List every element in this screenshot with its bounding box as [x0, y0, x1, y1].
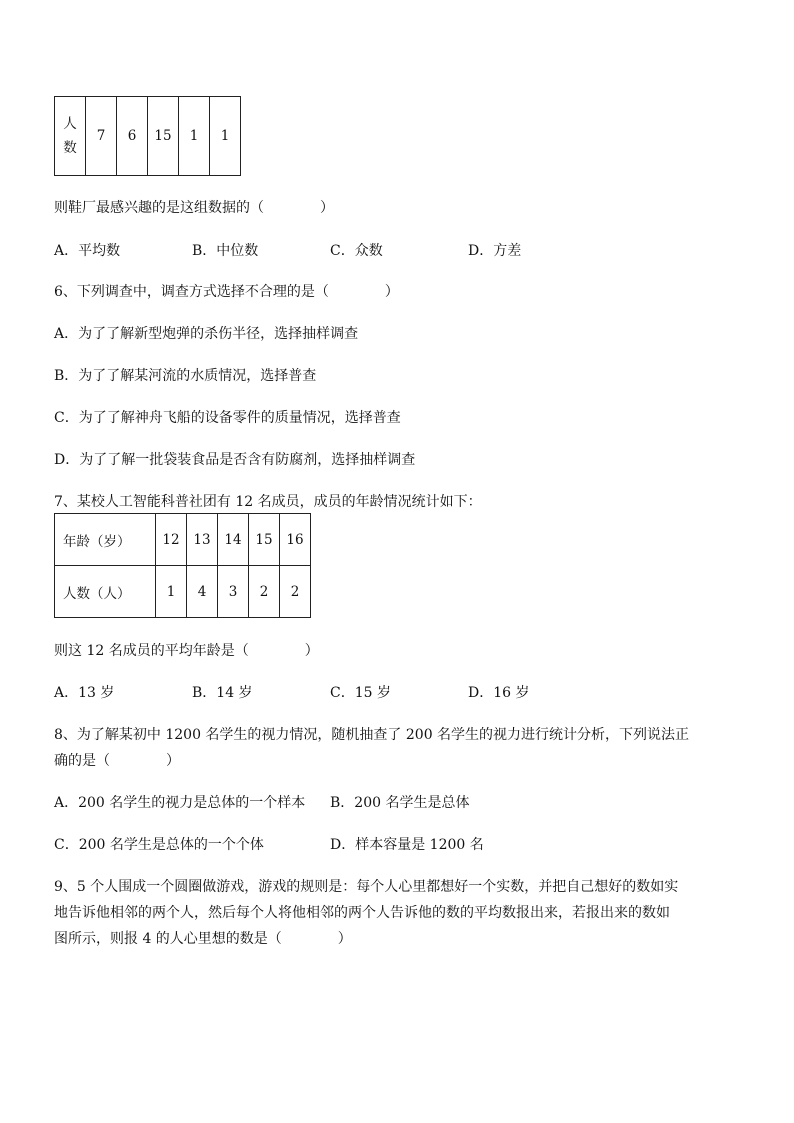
option-b: B．14 岁 [192, 685, 253, 701]
table-cell: 4 [187, 566, 218, 618]
option-d: D．样本容量是 1200 名 [330, 837, 484, 853]
question-stem: 则鞋厂最感兴趣的是这组数据的（ ） [54, 200, 334, 216]
option-b: B．为了了解某河流的水质情况，选择普查 [54, 368, 317, 384]
option-b: B．200 名学生是总体 [330, 795, 470, 811]
table-cell: 2 [249, 566, 280, 618]
option-c: C．15 岁 [330, 685, 391, 701]
question-9-stem-cont: 地告诉他相邻的两个人，然后每个人将他相邻的两个人告诉他的数的平均数报出来，若报出来的数如 [54, 905, 670, 921]
option-c: C．200 名学生是总体的一个个体 [54, 837, 264, 853]
option-d: D．方差 [468, 243, 522, 259]
table-cell: 12 [156, 514, 187, 566]
option-d: D．为了了解一批袋装食品是否含有防腐剂，选择抽样调查 [54, 452, 416, 468]
question-9-stem: 9、5 个人围成一个圆圈做游戏，游戏的规则是：每个人心里都想好一个实数，并把自己想好的数如实 [54, 879, 679, 895]
table-cell: 14 [218, 514, 249, 566]
table-row [55, 566, 311, 618]
option-a: A．为了了解新型炮弹的杀伤半径，选择抽样调查 [54, 326, 359, 342]
row-header-cell: 年龄（岁） [55, 514, 156, 566]
table-cell: 15 [148, 97, 179, 176]
table-cell: 13 [187, 514, 218, 566]
row-header-char: 人 [63, 116, 77, 132]
row-header-cell [55, 97, 86, 176]
table-cell: 7 [86, 97, 117, 176]
question-6-stem: 6、下列调查中，调查方式选择不合理的是（ ） [54, 284, 399, 300]
option-a: A．平均数 [54, 243, 121, 259]
row-header-char: 数 [63, 140, 77, 156]
question-9-stem-cont: 图所示，则报 4 的人心里想的数是（ ） [54, 931, 352, 947]
table-cell: 2 [280, 566, 311, 618]
table-row [55, 514, 311, 566]
table-cell: 1 [179, 97, 210, 176]
table-row [55, 97, 241, 176]
row-header-cell: 人数（人） [55, 566, 156, 618]
option-d: D．16 岁 [468, 685, 530, 701]
question-8-stem-cont: 确的是（ ） [54, 753, 180, 769]
question-7-stem: 7、某校人工智能科普社团有 12 名成员，成员的年龄情况统计如下： [54, 494, 482, 510]
table-cell: 1 [156, 566, 187, 618]
table-cell: 3 [218, 566, 249, 618]
frequency-table [54, 96, 241, 176]
question-8-stem: 8、为了解某初中 1200 名学生的视力情况，随机抽查了 200 名学生的视力进行统计分析，下列说法正 [54, 727, 690, 743]
question-7-followup: 则这 12 名成员的平均年龄是（ ） [54, 643, 319, 659]
option-c: C．众数 [330, 243, 383, 259]
table-cell: 1 [210, 97, 241, 176]
table-cell: 15 [249, 514, 280, 566]
option-c: C．为了了解神舟飞船的设备零件的质量情况，选择普查 [54, 410, 401, 426]
table-cell: 6 [117, 97, 148, 176]
age-table [54, 513, 311, 618]
option-a: A．13 岁 [54, 685, 115, 701]
option-a: A．200 名学生的视力是总体的一个样本 [54, 795, 306, 811]
option-b: B．中位数 [192, 243, 259, 259]
table-cell: 16 [280, 514, 311, 566]
